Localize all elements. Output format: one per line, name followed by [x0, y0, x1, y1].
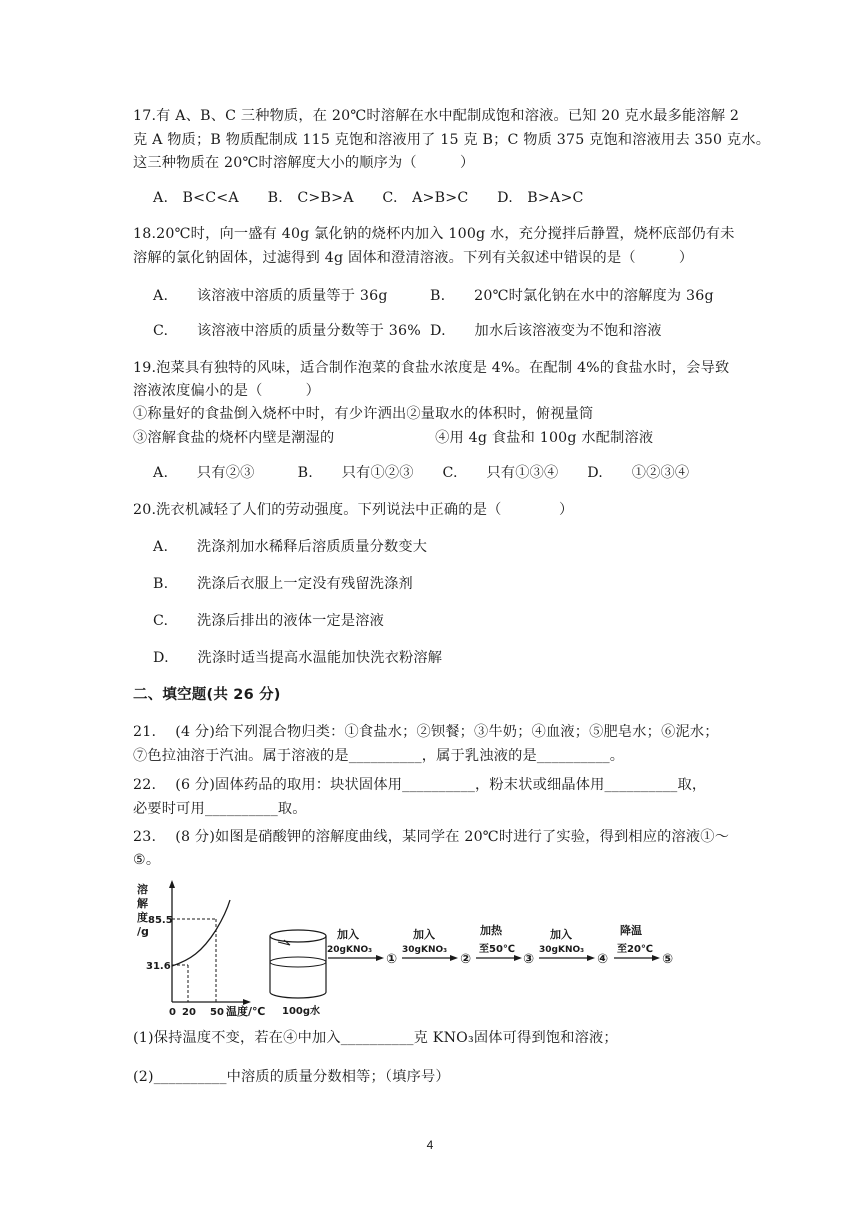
q18-option-b: B. 20℃时氯化钠在水中的溶解度为 36g	[430, 288, 714, 304]
y-tick-31-6: 31.6	[146, 961, 171, 972]
solution-3: ③	[523, 952, 535, 967]
q22-line-2: 必要时可用__________取。	[133, 801, 307, 817]
q21-line-2: ⑦色拉油溶于汽油。属于溶液的是__________，属于乳浊液的是__________。	[133, 748, 625, 764]
flow-step-5	[614, 923, 673, 967]
step-3-arrowhead	[514, 955, 522, 961]
q20-option-b: B. 洗涤后衣服上一定没有残留洗涤剂	[153, 576, 413, 592]
step-4-bottom: 30gKNO₃	[539, 945, 585, 955]
q23-sub-1: (1)保持温度不变，若在④中加入__________克 KNO₃固体可得到饱和溶液；	[133, 1030, 618, 1046]
x-tick-0: 0	[169, 1007, 176, 1018]
x-axis-label: 温度/℃	[226, 1005, 266, 1018]
ylabel-char-1: 溶	[137, 883, 148, 896]
q18-option-c: C. 该溶液中溶质的质量分数等于 36%	[153, 323, 421, 339]
q22-line-1: 22. (6 分)固体药品的取用：块状固体用__________，粉末状或细晶体用__________取，	[133, 777, 707, 793]
step-2-top: 加入	[413, 928, 435, 941]
beaker-base	[270, 992, 326, 998]
beaker	[270, 930, 326, 1017]
q17-options: A. B<C<A B. C>B>A C. A>B>C D. B>A>C	[153, 190, 584, 206]
step-3-top: 加热	[480, 924, 502, 937]
q20-option-c: C. 洗涤后排出的液体一定是溶液	[153, 613, 385, 629]
step-4-top: 加入	[550, 928, 572, 941]
q20-option-a: A. 洗涤剂加水稀释后溶质质量分数变大	[153, 539, 428, 555]
solution-2: ②	[460, 952, 472, 967]
x-tick-50: 50	[210, 1007, 224, 1018]
q17-line-2: 克 A 物质；B 物质配制成 115 克饱和溶液用了 15 克 B；C 物质 375 克饱和溶液用去 350 克水。	[133, 132, 771, 148]
step-4-arrowhead	[587, 955, 595, 961]
x-tick-20: 20	[182, 1007, 196, 1018]
flow-step-3	[476, 923, 534, 967]
q19-line-3: ①称量好的食盐倒入烧杯中时，有少许洒出②量取水的体积时，俯视量筒	[133, 406, 594, 422]
water-surface	[270, 957, 326, 967]
step-3-bottom: 至50℃	[479, 944, 516, 955]
step-5-top: 降温	[620, 924, 642, 937]
kno3-experiment-figure	[130, 880, 690, 1020]
solubility-graph	[137, 880, 265, 1018]
ylabel-char-3: 度	[137, 911, 148, 924]
flow-step-4	[539, 927, 608, 967]
q19-line-2: 溶液浓度偏小的是（ ）	[133, 383, 321, 399]
flow-step-2	[402, 927, 471, 967]
q18-line-1: 18.20℃时，向一盛有 40g 氯化钠的烧杯内加入 100g 水，充分搅拌后静置，烧杯底部仍有未	[133, 226, 735, 242]
beaker-label: 100g水	[282, 1006, 321, 1017]
solution-4: ④	[597, 952, 609, 967]
q17-line-1: 17.有 A、B、C 三种物质，在 20℃时溶解在水中配制成饱和溶液。已知 20 克水最多能溶解 2	[133, 108, 740, 124]
q19-line-1: 19.泡菜具有独特的风味，适合制作泡菜的食盐水浓度是 4%。在配制 4%的食盐水时，会导致	[133, 360, 730, 376]
step-5-bottom: 至20℃	[617, 944, 654, 955]
q23-line-1: 23. (8 分)如图是硝酸钾的溶解度曲线，某同学在 20℃时进行了实验，得到相应的溶液①～	[133, 829, 730, 845]
y-axis-arrow	[169, 880, 175, 888]
solubility-curve	[172, 900, 230, 966]
ylabel-char-4: /g	[137, 925, 149, 938]
section-heading: 二、填空题(共 26 分)	[133, 687, 281, 703]
step-5-arrowhead	[652, 955, 660, 961]
q18-option-a: A. 该溶液中溶质的质量等于 36g	[153, 288, 388, 304]
q21-line-1: 21. (4 分)给下列混合物归类：①食盐水；②钡餐；③牛奶；④血液；⑤肥皂水；⑥泥水；	[133, 724, 719, 740]
q23-sub-2: (2)__________中溶质的质量分数相等；（填序号）	[133, 1069, 450, 1085]
q19-options: A. 只有②③ B. 只有①②③ C. 只有①③④ D. ①②③④	[153, 465, 690, 481]
step-1-bottom: 20gKNO₃	[327, 945, 373, 955]
q17-line-3: 这三种物质在 20℃时溶解度大小的顺序为（ ）	[133, 155, 475, 171]
flow-step-1	[327, 927, 397, 967]
q18-option-d: D. 加水后该溶液变为不饱和溶液	[430, 323, 662, 339]
q20-option-d: D. 洗涤时适当提高水温能加快洗衣粉溶解	[153, 650, 443, 666]
q23-line-2: ⑤。	[133, 852, 161, 868]
beaker-rim	[270, 930, 326, 942]
step-2-arrowhead	[450, 955, 458, 961]
q19-line-4: ③溶解食盐的烧杯内壁是潮湿的 ④用 4g 食盐和 100g 水配制溶液	[133, 430, 654, 446]
y-tick-85-5: 85.5	[148, 915, 173, 926]
page-number: 4	[426, 1138, 434, 1152]
q18-line-2: 溶解的氯化钠固体，过滤得到 4g 固体和澄清溶液。下列有关叙述中错误的是（ ）	[133, 250, 694, 266]
step-1-arrowhead	[376, 955, 384, 961]
ylabel-char-2: 解	[137, 897, 148, 910]
q20-line-1: 20.洗衣机减轻了人们的劳动强度。下列说法中正确的是（ ）	[133, 502, 574, 518]
solution-5: ⑤	[662, 952, 674, 967]
step-2-bottom: 30gKNO₃	[402, 945, 448, 955]
solution-1: ①	[386, 952, 398, 967]
step-1-top: 加入	[337, 928, 359, 941]
